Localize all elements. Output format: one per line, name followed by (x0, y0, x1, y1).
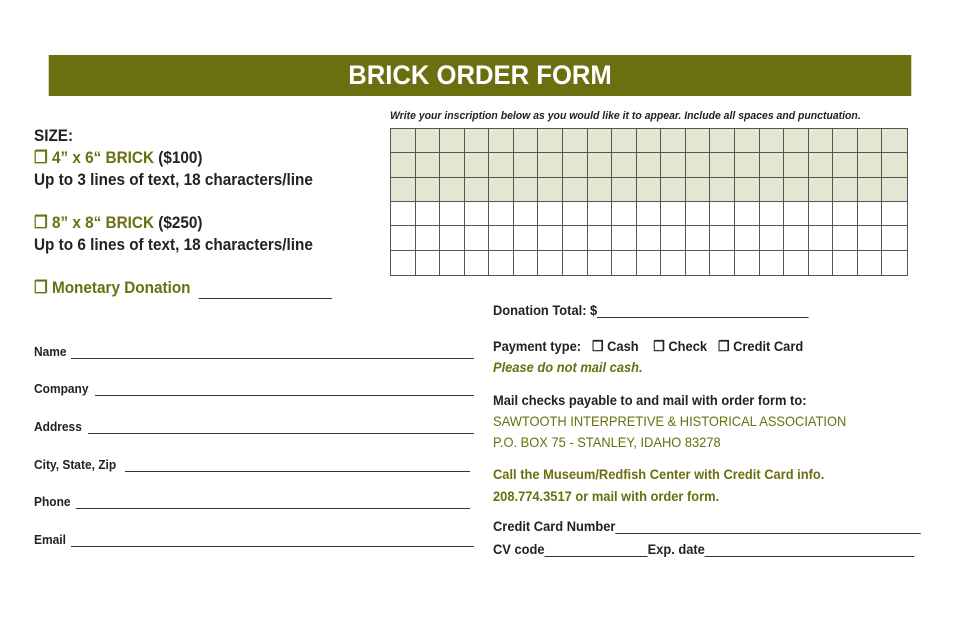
pay-cash-option[interactable]: ❒ Cash (591, 338, 639, 354)
cv-code-label: CV code (493, 541, 545, 557)
inscription-cell[interactable] (809, 153, 834, 177)
inscription-cell[interactable] (760, 251, 785, 275)
inscription-cell[interactable] (858, 129, 883, 153)
option-8x8-price: ($250) (158, 213, 203, 232)
credit-card-number[interactable] (493, 518, 921, 534)
inscription-cell[interactable] (563, 178, 588, 202)
pay-credit-card-option[interactable]: ❒ Credit Card (717, 338, 804, 354)
inscription-cell[interactable] (858, 153, 883, 177)
option-8x8[interactable] (34, 212, 332, 234)
inscription-cell[interactable] (661, 129, 686, 153)
inscription-cell[interactable] (833, 129, 858, 153)
inscription-cell[interactable] (465, 226, 490, 250)
inscription-cell[interactable] (710, 178, 735, 202)
inscription-cell[interactable] (514, 251, 539, 275)
inscription-cell[interactable] (538, 226, 563, 250)
inscription-cell[interactable] (637, 129, 662, 153)
call-line-2: 208.774.3517 or mail with order form. (493, 488, 720, 504)
inscription-cell[interactable] (612, 202, 637, 226)
inscription-cell[interactable] (686, 153, 711, 177)
org-address: P.O. BOX 75 - STANLEY, IDAHO 83278 (493, 434, 721, 450)
inscription-cell[interactable] (710, 129, 735, 153)
inscription-cell[interactable] (882, 226, 907, 250)
inscription-cell[interactable] (514, 153, 539, 177)
inscription-cell[interactable] (489, 226, 514, 250)
inscription-cell[interactable] (735, 153, 760, 177)
inscription-cell[interactable] (612, 129, 637, 153)
inscription-cell[interactable] (391, 226, 416, 250)
mail-checks-text: Mail checks payable to and mail with order form to: (493, 392, 807, 408)
inscription-cell[interactable] (416, 153, 441, 177)
inscription-cell[interactable] (661, 153, 686, 177)
inscription-cell[interactable] (563, 226, 588, 250)
inscription-cell[interactable] (637, 251, 662, 275)
donation-total-line[interactable] (597, 304, 809, 318)
inscription-cell[interactable] (882, 129, 907, 153)
inscription-cell[interactable] (882, 251, 907, 275)
name-field[interactable] (34, 344, 474, 359)
email-label: Email (34, 532, 66, 547)
size-section (34, 125, 332, 299)
inscription-grid[interactable] (390, 128, 908, 276)
inscription-cell[interactable] (489, 202, 514, 226)
inscription-cell[interactable] (833, 202, 858, 226)
inscription-cell[interactable] (440, 251, 465, 275)
inscription-cell[interactable] (563, 202, 588, 226)
inscription-cell[interactable] (514, 226, 539, 250)
inscription-cell[interactable] (809, 129, 834, 153)
inscription-cell[interactable] (563, 251, 588, 275)
inscription-cell[interactable] (809, 178, 834, 202)
inscription-cell[interactable] (637, 226, 662, 250)
inscription-cell[interactable] (637, 202, 662, 226)
inscription-cell[interactable] (858, 226, 883, 250)
inscription-cell[interactable] (760, 226, 785, 250)
inscription-cell[interactable] (416, 226, 441, 250)
inscription-cell[interactable] (391, 178, 416, 202)
inscription-cell[interactable] (514, 129, 539, 153)
inscription-cell[interactable] (440, 202, 465, 226)
inscription-cell[interactable] (440, 129, 465, 153)
monetary-donation-option[interactable] (34, 277, 332, 299)
inscription-cell[interactable] (391, 202, 416, 226)
inscription-cell[interactable] (416, 129, 441, 153)
credit-card-number-line[interactable] (615, 520, 920, 534)
inscription-cell[interactable] (538, 129, 563, 153)
company-line[interactable] (95, 383, 474, 396)
exp-date-line[interactable] (705, 543, 915, 557)
inscription-cell[interactable] (416, 251, 441, 275)
inscription-cell[interactable] (833, 251, 858, 275)
inscription-cell[interactable] (735, 129, 760, 153)
exp-date-label: Exp. date (647, 541, 705, 557)
phone-field[interactable] (34, 494, 470, 509)
inscription-cell[interactable] (784, 202, 809, 226)
inscription-cell[interactable] (465, 153, 490, 177)
inscription-cell[interactable] (416, 178, 441, 202)
inscription-cell[interactable] (784, 178, 809, 202)
inscription-cell[interactable] (833, 153, 858, 177)
inscription-cell[interactable] (391, 153, 416, 177)
inscription-cell[interactable] (833, 226, 858, 250)
inscription-cell[interactable] (735, 226, 760, 250)
inscription-cell[interactable] (784, 153, 809, 177)
option-4x6-label: ❒ 4” x 6“ BRICK (34, 148, 154, 167)
address-label: Address (34, 419, 82, 434)
inscription-cell[interactable] (489, 129, 514, 153)
inscription-cell[interactable] (612, 226, 637, 250)
option-8x8-label: ❒ 8” x 8“ BRICK (34, 213, 154, 232)
inscription-cell[interactable] (588, 202, 613, 226)
cv-exp-row (493, 541, 915, 557)
phone-label: Phone (34, 494, 71, 509)
inscription-cell[interactable] (710, 153, 735, 177)
inscription-cell[interactable] (538, 202, 563, 226)
inscription-cell[interactable] (538, 178, 563, 202)
inscription-cell[interactable] (514, 202, 539, 226)
inscription-cell[interactable] (637, 153, 662, 177)
inscription-cell[interactable] (489, 251, 514, 275)
option-8x8-desc: Up to 6 lines of text, 18 characters/line (34, 235, 313, 254)
inscription-cell[interactable] (760, 129, 785, 153)
inscription-cell[interactable] (538, 251, 563, 275)
inscription-cell[interactable] (760, 153, 785, 177)
city-state-zip-field[interactable] (34, 457, 470, 472)
address-line[interactable] (88, 421, 474, 434)
inscription-cell[interactable] (637, 178, 662, 202)
inscription-cell[interactable] (563, 153, 588, 177)
inscription-cell[interactable] (735, 202, 760, 226)
inscription-cell[interactable] (686, 251, 711, 275)
inscription-cell[interactable] (612, 251, 637, 275)
inscription-cell[interactable] (416, 202, 441, 226)
inscription-cell[interactable] (809, 202, 834, 226)
inscription-cell[interactable] (760, 202, 785, 226)
inscription-cell[interactable] (440, 153, 465, 177)
inscription-cell[interactable] (735, 178, 760, 202)
inscription-cell[interactable] (588, 129, 613, 153)
inscription-cell[interactable] (391, 251, 416, 275)
inscription-cell[interactable] (686, 129, 711, 153)
inscription-cell[interactable] (686, 202, 711, 226)
inscription-cell[interactable] (465, 251, 490, 275)
inscription-cell[interactable] (588, 226, 613, 250)
inscription-cell[interactable] (661, 178, 686, 202)
pay-check-option[interactable]: ❒ Check (653, 338, 708, 354)
donation-total-label: Donation Total: $ (493, 302, 598, 318)
inscription-cell[interactable] (809, 226, 834, 250)
inscription-cell[interactable] (612, 178, 637, 202)
inscription-cell[interactable] (514, 178, 539, 202)
form-title: BRICK ORDER FORM (49, 55, 912, 96)
inscription-cell[interactable] (686, 226, 711, 250)
phone-line[interactable] (76, 496, 470, 509)
inscription-cell[interactable] (465, 178, 490, 202)
inscription-cell[interactable] (833, 178, 858, 202)
company-field[interactable] (34, 381, 474, 396)
inscription-cell[interactable] (661, 251, 686, 275)
monetary-donation-label: ❒ Monetary Donation (34, 278, 191, 297)
inscription-cell[interactable] (661, 202, 686, 226)
no-cash-note: Please do not mail cash. (493, 359, 643, 375)
company-label: Company (34, 381, 89, 396)
email-line[interactable] (71, 534, 474, 547)
inscription-cell[interactable] (735, 251, 760, 275)
inscription-cell[interactable] (882, 153, 907, 177)
credit-card-number-label: Credit Card Number (493, 518, 616, 534)
payment-type (493, 338, 803, 355)
inscription-cell[interactable] (661, 226, 686, 250)
option-4x6-desc: Up to 3 lines of text, 18 characters/line (34, 170, 313, 189)
cv-code-line[interactable] (545, 543, 648, 557)
inscription-cell[interactable] (391, 129, 416, 153)
address-field[interactable] (34, 419, 474, 434)
name-label: Name (34, 344, 67, 359)
org-name: SAWTOOTH INTERPRETIVE & HISTORICAL ASSOCIATION (493, 413, 847, 429)
inscription-cell[interactable] (686, 178, 711, 202)
inscription-cell[interactable] (858, 251, 883, 275)
monetary-donation-amount-line[interactable] (198, 285, 331, 299)
inscription-cell[interactable] (588, 251, 613, 275)
inscription-note: Write your inscription below as you would like it to appear. Include all spaces and punctuation. (390, 110, 861, 122)
inscription-cell[interactable] (538, 153, 563, 177)
inscription-cell[interactable] (882, 178, 907, 202)
email-field[interactable] (34, 532, 474, 547)
inscription-cell[interactable] (858, 202, 883, 226)
inscription-cell[interactable] (858, 178, 883, 202)
inscription-cell[interactable] (489, 178, 514, 202)
donation-total[interactable] (493, 302, 809, 318)
inscription-cell[interactable] (809, 251, 834, 275)
inscription-cell[interactable] (710, 251, 735, 275)
inscription-cell[interactable] (440, 178, 465, 202)
inscription-cell[interactable] (784, 251, 809, 275)
inscription-cell[interactable] (784, 226, 809, 250)
inscription-cell[interactable] (465, 202, 490, 226)
inscription-cell[interactable] (882, 202, 907, 226)
inscription-cell[interactable] (760, 178, 785, 202)
inscription-cell[interactable] (563, 129, 588, 153)
inscription-cell[interactable] (489, 153, 514, 177)
inscription-cell[interactable] (465, 129, 490, 153)
city-state-zip-label: City, State, Zip (34, 457, 117, 472)
inscription-cell[interactable] (612, 153, 637, 177)
inscription-cell[interactable] (440, 226, 465, 250)
name-line[interactable] (71, 346, 474, 359)
inscription-cell[interactable] (588, 153, 613, 177)
option-4x6-price: ($100) (158, 148, 203, 167)
inscription-cell[interactable] (588, 178, 613, 202)
size-heading: SIZE: (34, 126, 74, 145)
city-state-zip-line[interactable] (125, 459, 470, 472)
payment-type-label: Payment type: (493, 338, 582, 354)
inscription-cell[interactable] (784, 129, 809, 153)
call-line-1: Call the Museum/Redfish Center with Credit Card info. (493, 466, 825, 482)
option-4x6[interactable] (34, 147, 332, 169)
inscription-cell[interactable] (710, 202, 735, 226)
inscription-cell[interactable] (710, 226, 735, 250)
